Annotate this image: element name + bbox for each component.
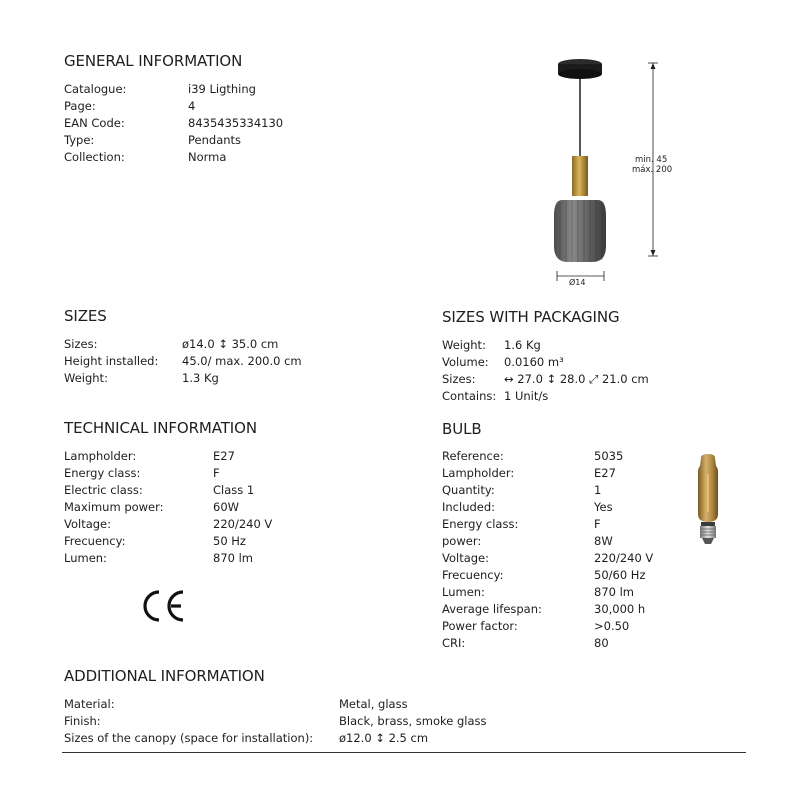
sizes-heading: SIZES [64, 307, 107, 325]
width-label: Ø14 [569, 278, 586, 287]
row-value: E27 [213, 449, 235, 463]
row-label: EAN Code: [64, 116, 125, 130]
ce-mark [140, 588, 186, 624]
row-label: Weight: [442, 338, 486, 352]
row-value: ø12.0 ↕ 2.5 cm [339, 731, 429, 745]
info-row [64, 550, 364, 567]
info-row [64, 448, 364, 465]
info-row [442, 388, 742, 405]
row-value: Norma [188, 150, 227, 164]
row-label: Power factor: [442, 619, 518, 633]
info-row [64, 149, 324, 166]
row-value: 30,000 h [594, 602, 646, 616]
row-label: Type: [64, 133, 95, 147]
info-row [64, 516, 364, 533]
row-label: Reference: [442, 449, 504, 463]
row-value: 8435435334130 [188, 116, 284, 130]
row-value: E27 [594, 466, 616, 480]
pendant-lamp-diagram [540, 50, 690, 295]
bulb-table [442, 448, 682, 652]
info-row [64, 696, 524, 713]
info-row [442, 601, 682, 618]
technical-table [64, 448, 364, 567]
row-label: Material: [64, 697, 115, 711]
row-value: 0.0160 m³ [504, 355, 564, 369]
row-value: 220/240 V [213, 517, 273, 531]
row-value: 60W [213, 500, 240, 514]
row-label: Lumen: [64, 551, 107, 565]
row-label: Lampholder: [442, 466, 515, 480]
row-label: Volume: [442, 355, 489, 369]
row-label: Sizes: [64, 337, 98, 351]
info-row [442, 635, 682, 652]
row-value: ø14.0 ↕ 35.0 cm [182, 337, 279, 351]
row-value: 1 Unit/s [504, 389, 549, 403]
general-table [64, 81, 324, 166]
row-value: ↔ 27.0 ↕ 28.0 ⤢ 21.0 cm [504, 372, 649, 386]
row-value: 50 Hz [213, 534, 246, 548]
row-value: 45.0/ max. 200.0 cm [182, 354, 302, 368]
row-label: Voltage: [64, 517, 112, 531]
info-row [442, 465, 682, 482]
row-label: Energy class: [442, 517, 519, 531]
height-label-min: min. 45 [635, 155, 668, 165]
packaging-table [442, 337, 742, 405]
technical-heading: TECHNICAL INFORMATION [64, 419, 257, 437]
info-row [442, 448, 682, 465]
info-row [442, 533, 682, 550]
row-value: F [213, 466, 220, 480]
row-value: 50/60 Hz [594, 568, 646, 582]
info-row [64, 533, 364, 550]
height-label-max: máx. 200 [632, 165, 673, 175]
row-label: Sizes: [442, 372, 476, 386]
packaging-heading: SIZES WITH PACKAGING [442, 308, 620, 326]
row-label: Electric class: [64, 483, 143, 497]
info-row [442, 516, 682, 533]
info-row [442, 618, 682, 635]
info-row [442, 371, 742, 388]
smoke-glass-shade [554, 200, 606, 262]
row-value: Black, brass, smoke glass [339, 714, 487, 728]
row-value: 1 [594, 483, 602, 497]
row-label: Sizes of the canopy (space for installation): [64, 731, 314, 745]
additional-heading: ADDITIONAL INFORMATION [64, 667, 265, 685]
bulb-heading: BULB [442, 420, 482, 438]
info-row [64, 98, 324, 115]
info-row [64, 482, 364, 499]
sizes-table [64, 336, 364, 387]
row-label: Frecuency: [64, 534, 126, 548]
row-label: Finish: [64, 714, 101, 728]
row-label: Average lifespan: [442, 602, 542, 616]
general-heading: GENERAL INFORMATION [64, 52, 243, 70]
row-value: 4 [188, 99, 196, 113]
row-label: Page: [64, 99, 96, 113]
row-label: Collection: [64, 150, 125, 164]
row-value: 80 [594, 636, 609, 650]
row-value: Yes [594, 500, 613, 514]
row-value: F [594, 517, 601, 531]
info-row [64, 465, 364, 482]
row-value: 870 lm [594, 585, 635, 599]
bulb-image [688, 452, 728, 552]
brass-holder [572, 156, 588, 196]
info-row [64, 730, 524, 747]
info-row [442, 550, 682, 567]
row-value: 1.6 Kg [504, 338, 541, 352]
row-value: 870 lm [213, 551, 254, 565]
row-value: 1.3 Kg [182, 371, 219, 385]
row-label: Catalogue: [64, 82, 127, 96]
row-label: Voltage: [442, 551, 490, 565]
info-row [64, 81, 324, 98]
bottom-divider [62, 752, 746, 753]
info-row [64, 499, 364, 516]
additional-table [64, 696, 524, 747]
row-label: Lampholder: [64, 449, 137, 463]
info-row [442, 567, 682, 584]
info-row [64, 132, 324, 149]
row-label: Contains: [442, 389, 497, 403]
info-row [64, 115, 324, 132]
row-label: Height installed: [64, 354, 159, 368]
row-value: Class 1 [213, 483, 255, 497]
row-value: 8W [594, 534, 613, 548]
row-label: Weight: [64, 371, 108, 385]
info-row [442, 482, 682, 499]
row-label: Included: [442, 500, 496, 514]
row-value: 5035 [594, 449, 624, 463]
row-value: >0.50 [594, 619, 630, 633]
row-label: Lumen: [442, 585, 485, 599]
info-row [442, 337, 742, 354]
info-row [64, 713, 524, 730]
info-row [64, 336, 364, 353]
row-label: Maximum power: [64, 500, 164, 514]
row-label: Quantity: [442, 483, 495, 497]
info-row [64, 370, 364, 387]
row-value: Metal, glass [339, 697, 408, 711]
info-row [442, 499, 682, 516]
row-label: Frecuency: [442, 568, 504, 582]
info-row [64, 353, 364, 370]
row-value: 220/240 V [594, 551, 654, 565]
row-value: i39 Ligthing [188, 82, 256, 96]
row-label: Energy class: [64, 466, 141, 480]
row-value: Pendants [188, 133, 242, 147]
row-label: power: [442, 534, 482, 548]
info-row [442, 584, 682, 601]
info-row [442, 354, 742, 371]
row-label: CRI: [442, 636, 466, 650]
